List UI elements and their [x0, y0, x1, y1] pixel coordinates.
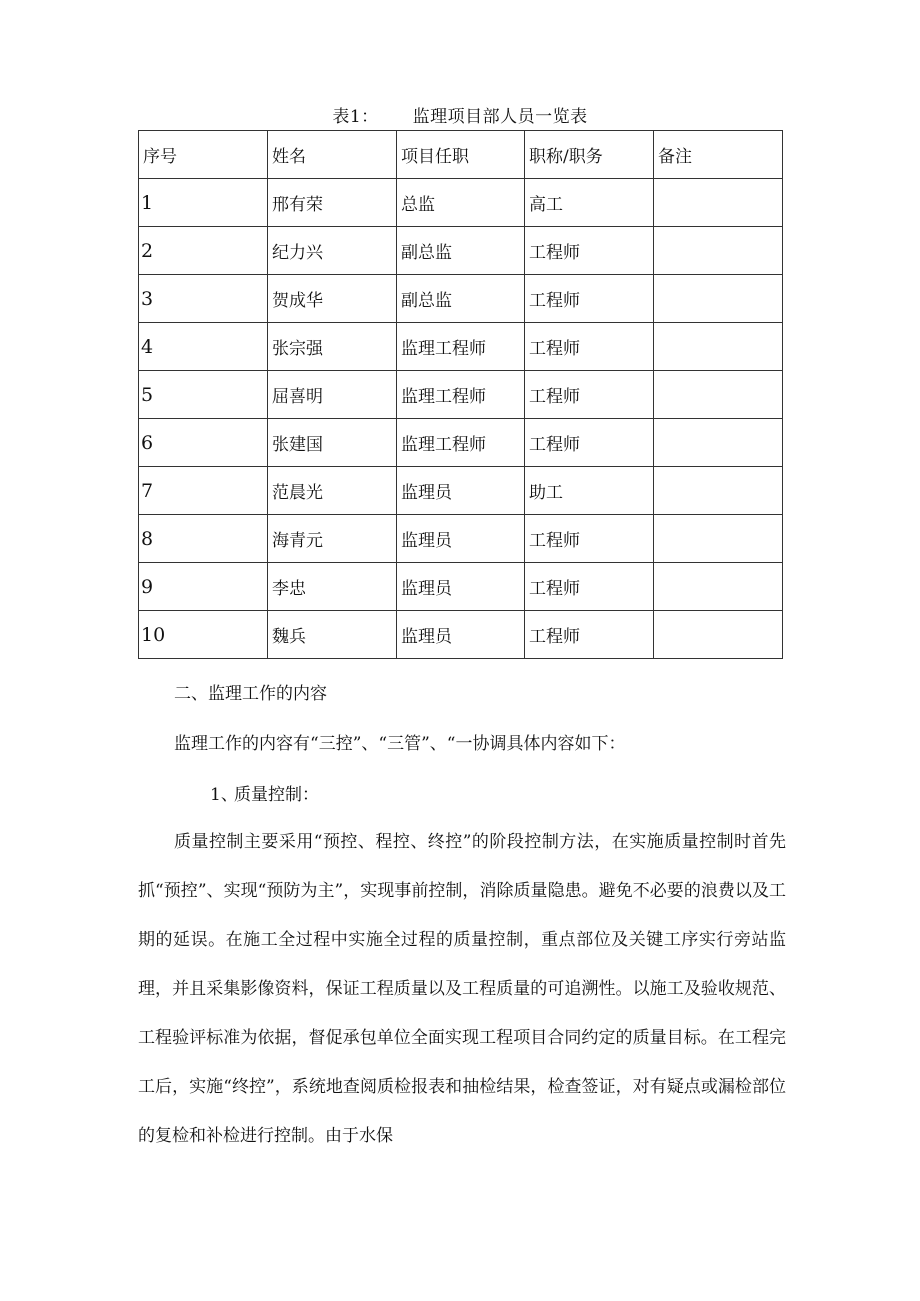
cell-name: 贺成华: [268, 275, 397, 323]
cell-name: 张建国: [268, 419, 397, 467]
cell-name: 魏兵: [268, 611, 397, 659]
cell-index: 5: [139, 371, 268, 419]
cell-role: 监理员: [397, 467, 525, 515]
table-row: [139, 515, 783, 563]
col-header-name: 姓名: [268, 131, 397, 179]
cell-role: 监理员: [397, 611, 525, 659]
table-caption-label: 表1：: [332, 107, 379, 127]
cell-role: 总监: [397, 179, 525, 227]
cell-remark: [654, 563, 783, 611]
cell-title: 工程师: [525, 275, 654, 323]
cell-remark: [654, 323, 783, 371]
cell-role: 副总监: [397, 227, 525, 275]
cell-index: 8: [139, 515, 268, 563]
cell-index: 2: [139, 227, 268, 275]
table-row: [139, 371, 783, 419]
table-row: [139, 419, 783, 467]
cell-remark: [654, 371, 783, 419]
cell-title: 工程师: [525, 227, 654, 275]
cell-role: 监理工程师: [397, 323, 525, 371]
cell-name: 李忠: [268, 563, 397, 611]
table-row: [139, 179, 783, 227]
cell-remark: [654, 227, 783, 275]
cell-remark: [654, 515, 783, 563]
cell-role: 监理工程师: [397, 371, 525, 419]
cell-index: 9: [139, 563, 268, 611]
cell-title: 工程师: [525, 563, 654, 611]
cell-remark: [654, 611, 783, 659]
cell-role: 副总监: [397, 275, 525, 323]
staff-table: [138, 130, 783, 659]
cell-title: 高工: [525, 179, 654, 227]
cell-name: 屈喜明: [268, 371, 397, 419]
cell-name: 邢有荣: [268, 179, 397, 227]
col-header-title: 职称/职务: [525, 131, 654, 179]
cell-title: 工程师: [525, 323, 654, 371]
section-intro: 监理工作的内容有“三控”、“三管”、“一协调具体内容如下：: [174, 734, 626, 754]
cell-remark: [654, 467, 783, 515]
col-header-index: 序号: [139, 131, 268, 179]
table-caption-title: 监理项目部人员一览表: [412, 107, 588, 127]
subheading-number: 1、: [210, 785, 238, 805]
cell-title: 工程师: [525, 371, 654, 419]
cell-name: 海青元: [268, 515, 397, 563]
cell-index: 1: [139, 179, 268, 227]
table-row: [139, 611, 783, 659]
cell-remark: [654, 179, 783, 227]
cell-title: 工程师: [525, 419, 654, 467]
cell-role: 监理员: [397, 515, 525, 563]
section-heading: 二、监理工作的内容: [174, 684, 327, 704]
cell-index: 4: [139, 323, 268, 371]
cell-title: 助工: [525, 467, 654, 515]
table-caption: [0, 104, 920, 130]
table-row: [139, 227, 783, 275]
table-header-row: [139, 131, 783, 179]
cell-name: 纪力兴: [268, 227, 397, 275]
cell-remark: [654, 275, 783, 323]
cell-title: 工程师: [525, 611, 654, 659]
cell-index: 3: [139, 275, 268, 323]
cell-role: 监理工程师: [397, 419, 525, 467]
subheading: [138, 771, 786, 820]
col-header-role: 项目任职: [397, 131, 525, 179]
body-paragraph: 质量控制主要采用“预控、程控、终控”的阶段控制方法，在实施质量控制时首先抓“预控”、实现“预防为主”，实现事前控制，消除质量隐患。避免不必要的浪费以及工期的延误。在施工全过程中实施全过程的质量控制，重点部位及关键工序实行旁站监理，并且采集影像资料，保证工程质量以及工程质量的可追溯性。以施工及验收规范、工程验评标准为依据，督促承包单位全面实现工程项目合同约定的质量目标。在工程完工后，实施“终控”，系统地查阅质检报表和抽检结果，检查签证，对有疑点或漏检部位的复检和补检进行控制。由于水保: [138, 832, 786, 1146]
table-row: [139, 467, 783, 515]
subheading-text: 质量控制：: [234, 785, 319, 805]
cell-index: 7: [139, 467, 268, 515]
cell-name: 张宗强: [268, 323, 397, 371]
cell-title: 工程师: [525, 515, 654, 563]
cell-name: 范晨光: [268, 467, 397, 515]
cell-index: 6: [139, 419, 268, 467]
table-row: [139, 275, 783, 323]
table-row: [139, 323, 783, 371]
cell-role: 监理员: [397, 563, 525, 611]
cell-remark: [654, 419, 783, 467]
col-header-remark: 备注: [654, 131, 783, 179]
table-row: [139, 563, 783, 611]
cell-index: 10: [139, 611, 268, 659]
